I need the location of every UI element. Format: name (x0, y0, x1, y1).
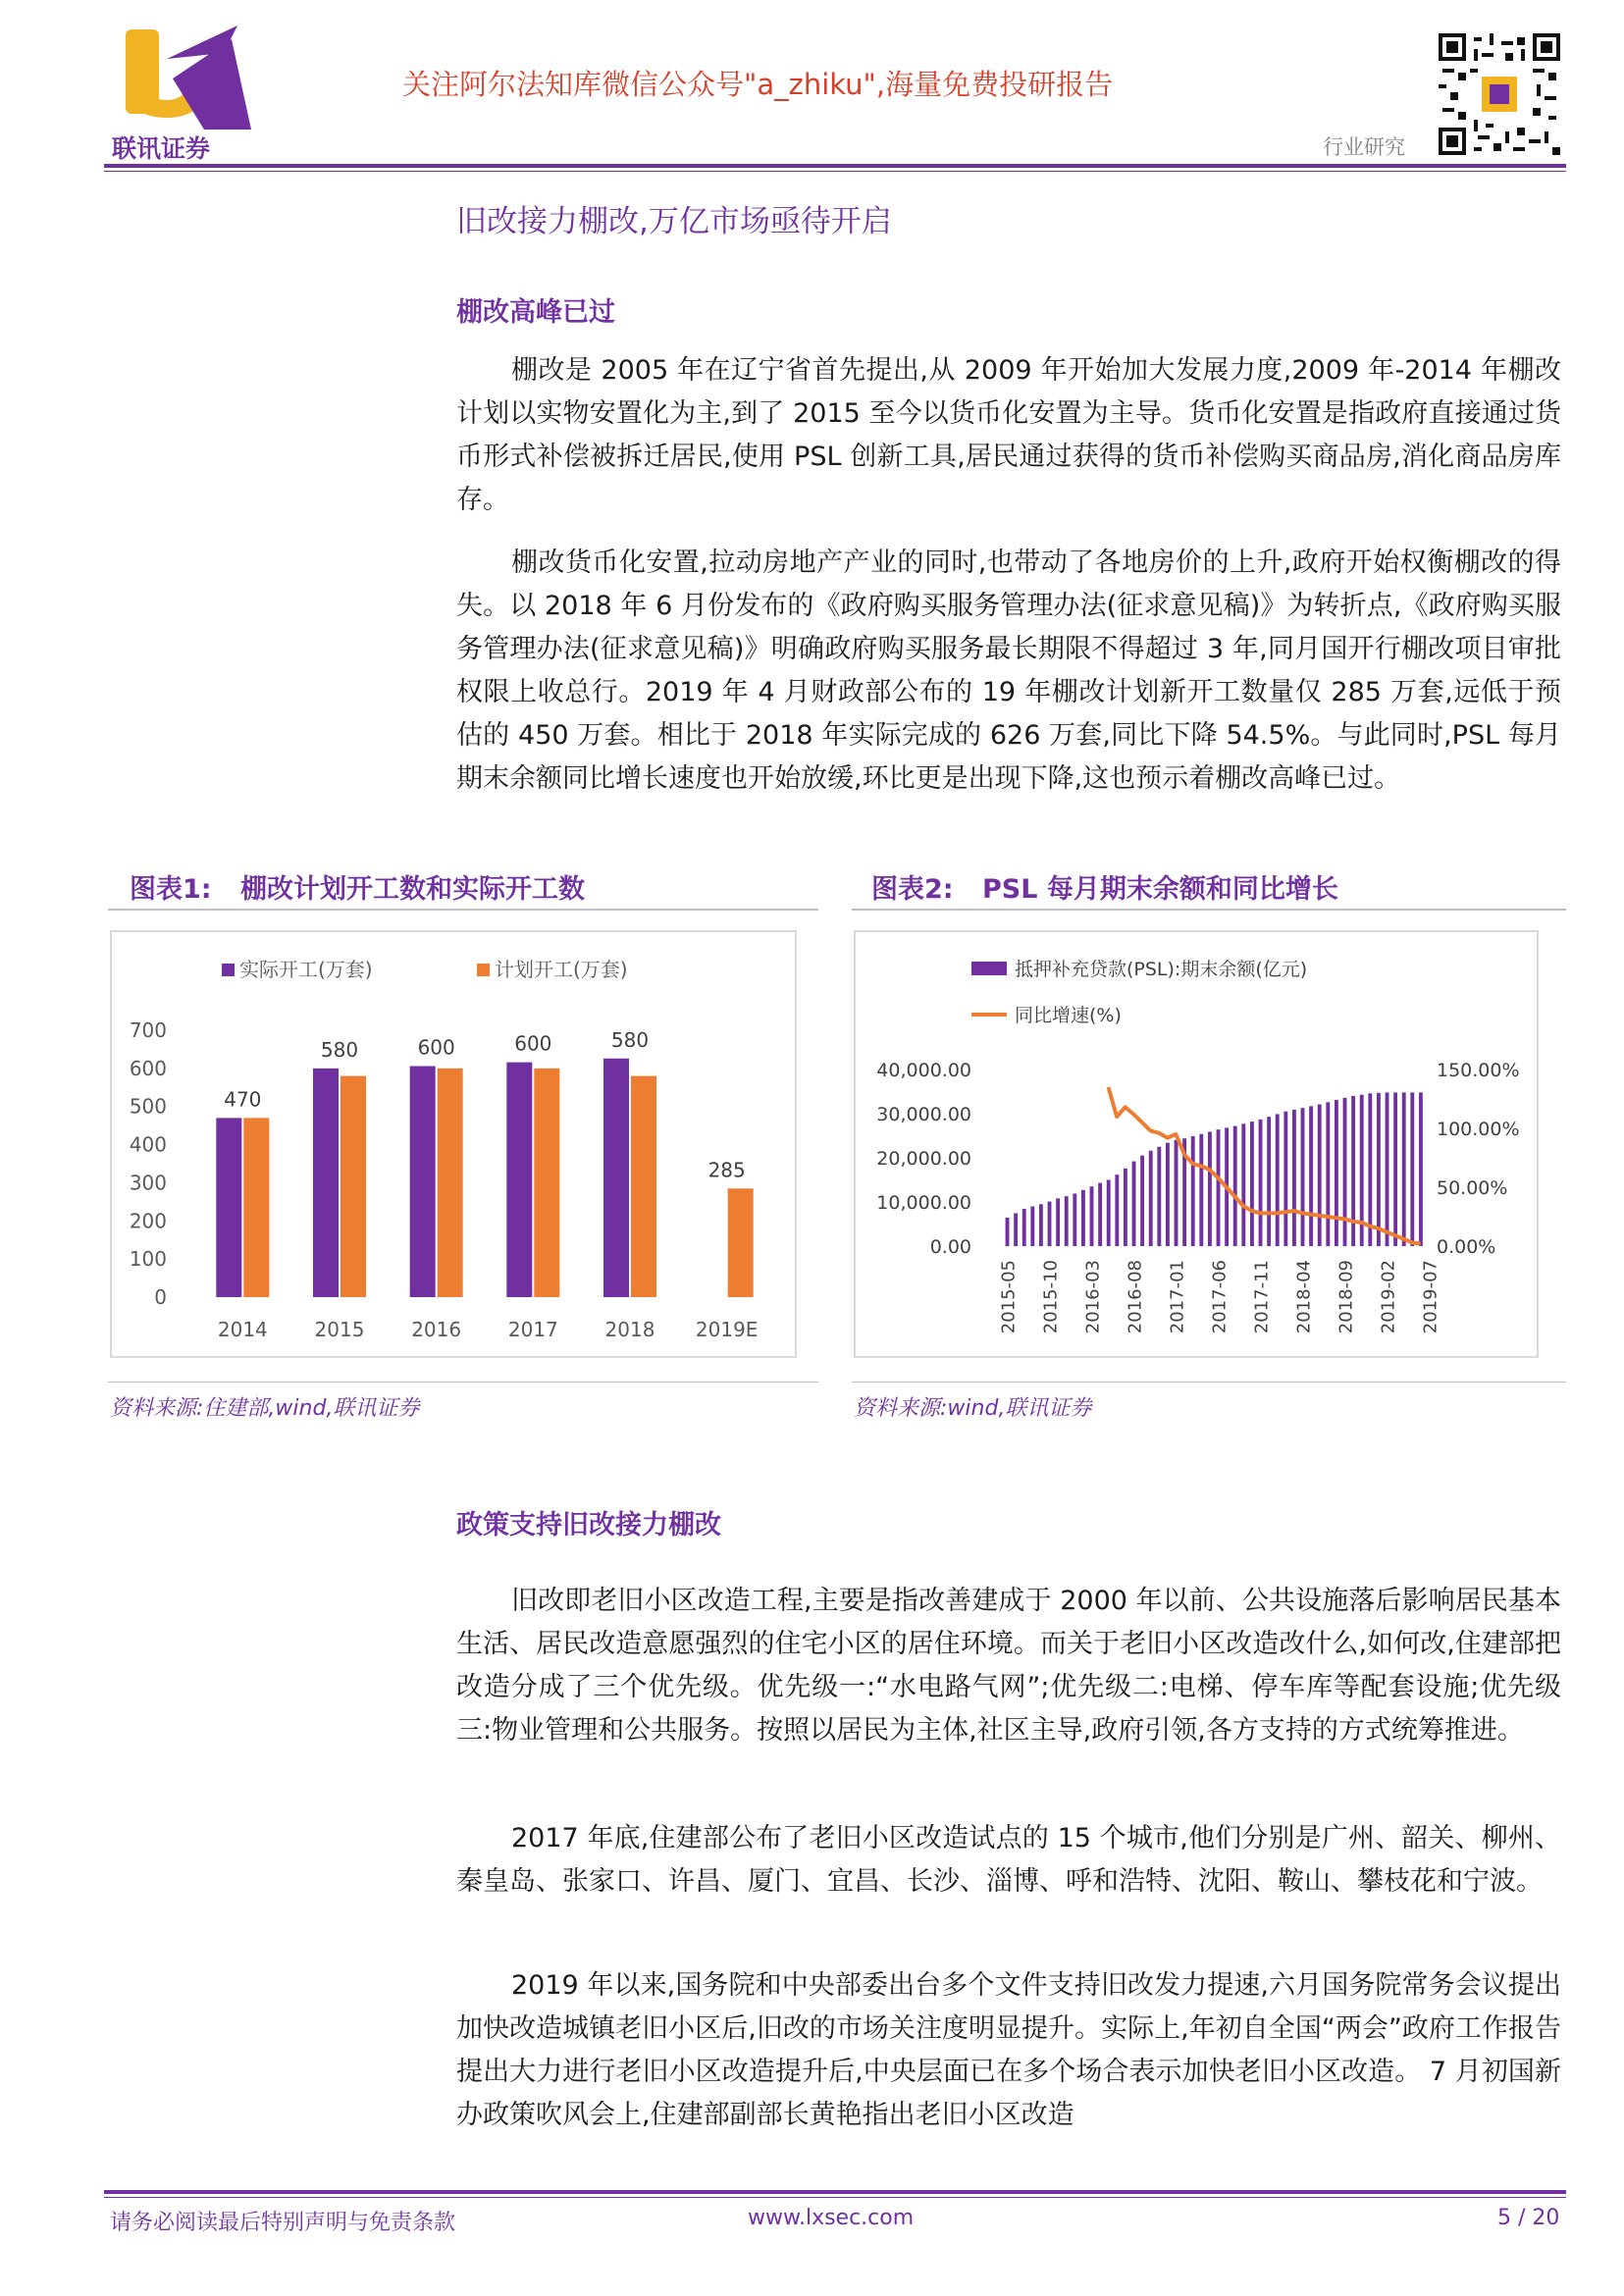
x-tick-label: 2018-09 (1336, 1260, 1357, 1334)
y-tick-label: 200 (129, 1209, 167, 1233)
bar (1081, 1190, 1085, 1246)
article-title: 旧改接力棚改,万亿市场亟待开启 (456, 204, 892, 239)
data-label: 580 (610, 1027, 650, 1052)
bar (1241, 1123, 1245, 1246)
page-number: 5 / 20 (1497, 2206, 1560, 2230)
bar (1377, 1093, 1381, 1246)
figure-2-rule-bottom (852, 1382, 1566, 1383)
y-tick-label: 0 (154, 1285, 167, 1309)
bar (1368, 1093, 1372, 1246)
bar (1039, 1204, 1043, 1246)
bar (1115, 1174, 1119, 1246)
y-left-tick-label: 10,000.00 (876, 1192, 971, 1214)
bar (603, 1059, 629, 1297)
bar (1326, 1102, 1330, 1246)
y-left-tick-label: 30,000.00 (876, 1104, 971, 1125)
bar (1250, 1122, 1254, 1246)
bar (1283, 1112, 1287, 1246)
paragraph: 2017 年底,住建部公布了老旧小区改造试点的 15 个城市,他们分别是广州、韶关、柳州、秦皇岛、张家口、许昌、厦门、宜昌、长沙、淄博、呼和浩特、沈阳、鞍山、攀枝花和宁波。 (456, 1823, 1561, 1897)
paragraph: 2019 年以来,国务院和中央部委出台多个文件支持旧改发力提速,六月国务院常务会议提出加快改造城镇老旧小区后,旧改的市场关注度明显提升。实际上,年初自全国“两会”政府工作报告提出大力进行老旧小区改造提升后,中央层面已在多个场合表示加快老旧小区改造。 7 月初国新办政策吹风会上,住建部副部长黄艳指出老旧小区改造 (456, 1970, 1561, 2130)
figure-1-rule-bottom (108, 1382, 818, 1383)
bar (728, 1188, 754, 1297)
bar (1419, 1092, 1423, 1246)
bar (1030, 1207, 1034, 1247)
legend-label: 抵押补充贷款(PSL):期末余额(亿元) (1015, 959, 1308, 980)
x-tick-label: 2017 (507, 1318, 558, 1341)
x-tick-label: 2014 (217, 1318, 268, 1341)
bar (1006, 1218, 1010, 1246)
company-logo (108, 20, 265, 162)
y-right-tick-label: 150.00% (1437, 1060, 1520, 1081)
figure-1-chart-svg (112, 932, 795, 1356)
bar (1056, 1198, 1060, 1246)
bar (1343, 1098, 1347, 1246)
bar (1386, 1092, 1389, 1246)
y-right-tick-label: 50.00% (1437, 1177, 1508, 1199)
data-label: 285 (707, 1158, 746, 1182)
figure-1-label: 图表1: (130, 874, 212, 905)
bar (1048, 1202, 1052, 1246)
bar (1132, 1162, 1136, 1246)
bar (1276, 1114, 1280, 1246)
company-name: 联讯证券 (112, 134, 211, 162)
bar (1098, 1183, 1102, 1246)
bar (1073, 1193, 1076, 1246)
x-tick-label: 2017-01 (1167, 1260, 1188, 1334)
bar (1014, 1213, 1018, 1246)
bar (506, 1063, 532, 1297)
bar (1259, 1120, 1263, 1246)
footer-rule (104, 2190, 1566, 2194)
disclaimer-link[interactable]: 请务必阅读最后特别声明与免责条款 (110, 2211, 456, 2235)
x-tick-label: 2017-06 (1209, 1260, 1231, 1334)
legend-label: 计划开工(万套) (495, 958, 628, 981)
figure-2-chart (854, 930, 1539, 1358)
figure-2-title (871, 867, 1338, 906)
bar (1107, 1180, 1111, 1247)
figure-2-rule (852, 909, 1566, 911)
bar (216, 1118, 241, 1297)
legend-swatch (477, 964, 490, 976)
y-left-tick-label: 0.00 (929, 1236, 971, 1258)
x-tick-label: 2015 (314, 1318, 365, 1341)
footer-rule-thin (104, 2197, 1566, 2198)
bar (534, 1069, 559, 1297)
bar (1166, 1143, 1170, 1246)
x-tick-label: 2019-07 (1420, 1260, 1441, 1334)
x-tick-label: 2015-10 (1040, 1260, 1062, 1334)
bar (1022, 1209, 1026, 1246)
bar (1191, 1136, 1195, 1246)
x-tick-label: 2017-11 (1251, 1260, 1273, 1334)
legend-label: 实际开工(万套) (239, 958, 373, 981)
data-label: 470 (224, 1087, 262, 1112)
figure-1-caption: 棚改计划开工数和实际开工数 (240, 874, 585, 905)
x-tick-label: 2018 (604, 1318, 655, 1341)
data-label: 600 (514, 1031, 552, 1056)
promo-banner[interactable]: 关注阿尔法知库微信公众号"a_zhiku",海量免费投研报告 (402, 68, 1114, 101)
bar (243, 1118, 269, 1297)
figure-1-chart (110, 930, 797, 1358)
bar (1292, 1110, 1296, 1246)
y-left-tick-label: 20,000.00 (876, 1148, 971, 1170)
y-tick-label: 300 (129, 1171, 167, 1195)
y-tick-label: 400 (129, 1132, 167, 1157)
x-tick-label: 2019E (695, 1318, 759, 1341)
bar (1393, 1092, 1397, 1246)
y-right-tick-label: 100.00% (1437, 1119, 1520, 1140)
paragraph: 棚改货币化安置,拉动房地产产业的同时,也带动了各地房价的上升,政府开始权衡棚改的得失。以 2018 年 6 月份发布的《政府购买服务管理办法(征求意见稿)》为转折点,《政府购买服务管理办法(征求意见稿)》明确政府购买服务最长期限不得超过 3 年,同月国开行棚改项目审批权限上收总行。2019 年 4 月财政部公布的 19 年棚改计划新开工数量仅 285 万套,远低于预估的 450 万套。相比于 2018 年实际完成的 626 万套,同比下降 54.5%。与此同时,PSL 每月期末余额同比增长速度也开始放缓,环比更是出现下降,这也预示着棚改高峰已过。 (456, 548, 1561, 794)
bar (313, 1069, 339, 1297)
x-tick-label: 2018-04 (1293, 1260, 1315, 1334)
figure-1-source: 资料来源:住建部,wind,联讯证券 (110, 1396, 420, 1421)
bar (1233, 1126, 1237, 1246)
figure-1-title (130, 867, 585, 906)
bar (410, 1067, 436, 1297)
bar (1267, 1117, 1271, 1246)
bar (1318, 1105, 1322, 1246)
bar (1175, 1140, 1179, 1246)
figure-2-label: 图表2: (871, 874, 954, 905)
y-right-tick-label: 0.00% (1437, 1236, 1496, 1258)
y-tick-label: 500 (129, 1094, 167, 1119)
figure-2-caption: PSL 每月期末余额和同比增长 (982, 874, 1338, 905)
data-label: 600 (417, 1035, 455, 1060)
paragraph: 旧改即老旧小区改造工程,主要是指改善建成于 2000 年以前、公共设施落后影响居民基本生活、居民改造意愿强烈的住宅小区的居住环境。而关于老旧小区改造改什么,如何改,住建部把改造分成了三个优先级。优先级一:“水电路气网”;优先级二:电梯、停车库等配套设施;优先级三:物业管理和公共服务。按照以居民为主体,社区主导,政府引领,各方支持的方式统筹推进。 (456, 1586, 1561, 1746)
website-link[interactable]: www.lxsec.com (748, 2206, 915, 2230)
bar (1065, 1196, 1069, 1246)
legend-swatch (971, 962, 1007, 975)
header-rule-thin (104, 171, 1566, 172)
y-tick-label: 100 (129, 1247, 167, 1272)
legend-label: 同比增速(%) (1015, 1005, 1122, 1026)
section-heading: 棚改高峰已过 (456, 297, 615, 328)
x-tick-label: 2019-02 (1378, 1260, 1399, 1334)
bar (341, 1076, 366, 1297)
bar (438, 1069, 463, 1297)
bar (1301, 1108, 1305, 1246)
data-label: 580 (320, 1037, 359, 1062)
bar (1351, 1096, 1355, 1246)
bar (1208, 1131, 1212, 1246)
document-type: 行业研究 (1323, 135, 1405, 159)
bar (631, 1076, 656, 1297)
figure-1-rule (108, 909, 818, 911)
series-line (1109, 1087, 1421, 1244)
y-tick-label: 700 (129, 1018, 167, 1042)
bar (1124, 1169, 1127, 1246)
qr-code-icon (1439, 33, 1560, 155)
legend-swatch (222, 964, 235, 976)
x-tick-label: 2015-05 (998, 1260, 1020, 1334)
bar (1157, 1147, 1161, 1246)
bar (1309, 1106, 1313, 1246)
figure-2-source: 资料来源:wind,联讯证券 (854, 1396, 1092, 1421)
header-rule (104, 164, 1566, 168)
x-tick-label: 2016 (411, 1318, 462, 1341)
x-tick-label: 2016-03 (1082, 1260, 1104, 1334)
bar (1090, 1186, 1094, 1246)
x-tick-label: 2016-08 (1125, 1260, 1146, 1334)
bar (1199, 1134, 1203, 1246)
bar (1410, 1092, 1414, 1246)
figure-2-chart-svg (856, 932, 1537, 1356)
y-left-tick-label: 40,000.00 (876, 1060, 971, 1081)
section-heading: 政策支持旧改接力棚改 (456, 1510, 721, 1540)
bar (1149, 1151, 1153, 1246)
bar (1140, 1156, 1144, 1246)
y-tick-label: 600 (129, 1056, 167, 1080)
bar (1335, 1100, 1338, 1246)
paragraph: 棚改是 2005 年在辽宁省首先提出,从 2009 年开始加大发展力度,2009 年-2014 年棚改计划以实物安置化为主,到了 2015 至今以货币化安置为主导。货币化安置是指政府直接通过货币形式补偿被拆迁居民,使用 PSL 创新工具,居民通过获得的货币补偿购买商品房,消化商品房库存。 (456, 355, 1561, 515)
bar (1402, 1092, 1406, 1246)
bar (1217, 1129, 1221, 1246)
